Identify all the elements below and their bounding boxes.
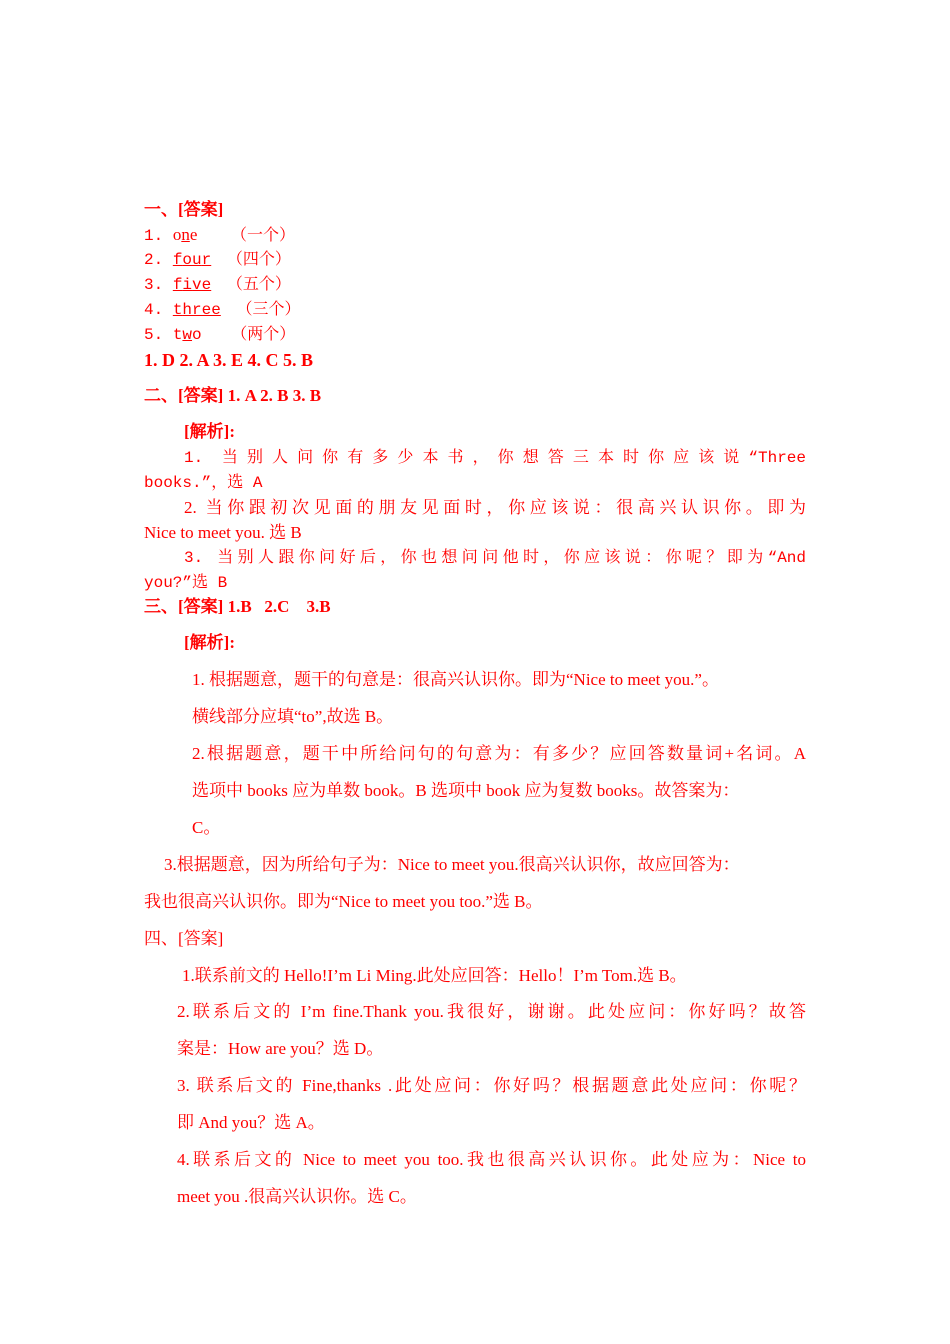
section3-item3-line2: 我也很高兴认识你。即为“Nice to meet you too.”选 B。 <box>144 892 543 911</box>
section3-item1-line1: 1. 根据题意，题干的句意是：很高兴认识你。即为“Nice to meet you.”。 <box>192 670 719 689</box>
word-row-5: 5. two （两个） <box>144 326 296 344</box>
section4-item2-line2: 案是：How are you？选 D。 <box>177 1039 384 1058</box>
section4-item4-line1: 4.联系后文的 Nice to meet you too.我也很高兴认识你。此处应为：Nice to <box>177 1150 806 1169</box>
word-gloss: （三个） <box>236 301 301 319</box>
section3-analysis-label: [解析]: <box>184 633 235 652</box>
word-row-4: 4. three （三个） <box>144 301 301 319</box>
word-num: 5. <box>144 326 164 344</box>
section3-answers: 1.B 2.C 3.B <box>227 597 331 616</box>
section2-item1-line2: books.”，选 A <box>144 474 263 492</box>
section4-item3-line2: 即 And you？选 A。 <box>177 1113 325 1132</box>
section2-item1-line1: 1. 当别人问你有多少本书，你想答三本时你应该说“Three <box>184 449 806 467</box>
word-gloss: （四个） <box>226 251 291 269</box>
section3-item1-line2: 横线部分应填“to”,故选 B。 <box>192 707 394 726</box>
section1-heading: 一、[答案] <box>144 200 224 219</box>
section3-item2-line2: 选项中 books 应为单数 book。B 选项中 book 应为复数 books。故答案为： <box>192 781 740 800</box>
section1-answers: 1. D 2. A 3. E 4. C 5. B <box>144 350 314 370</box>
word-row-1: 1. one （一个） <box>144 225 295 245</box>
word-num: 1. <box>144 227 164 245</box>
section3-item2-line3: C。 <box>192 818 221 837</box>
word-num: 3. <box>144 276 164 294</box>
section4-item3-line1: 3. 联系后文的 Fine,thanks .此处应问：你好吗？根据题意此处应问：你呢？ <box>177 1076 806 1095</box>
section4-item2-line1: 2.联系后文的 I’m fine.Thank you.我很好，谢谢。此处应问：你好吗？故答 <box>177 1002 806 1021</box>
word-row-3: 3. five （五个） <box>144 276 291 294</box>
section2-item3-line2: you?”选 B <box>144 574 228 592</box>
section2-item2-line2: Nice to meet you. 选 B <box>144 523 302 542</box>
section2-analysis-label: [解析]: <box>184 422 235 441</box>
word-num: 2. <box>144 251 164 269</box>
section2-heading: 二、[答案] <box>144 386 224 405</box>
section4-heading: 四、[答案] <box>144 929 224 948</box>
section4-item4-line2: meet you .很高兴认识你。选 C。 <box>177 1187 417 1206</box>
section3-heading: 三、[答案] <box>144 597 224 616</box>
section3-heading-line <box>144 596 331 618</box>
section2-item2-line1: 2. 当你跟初次见面的朋友见面时，你应该说：很高兴认识你。即为 <box>184 498 806 517</box>
section2-item3-line1: 3. 当别人跟你问好后，你也想问问他时，你应该说：你呢？即为“And <box>184 549 806 567</box>
word-gloss: （一个） <box>230 227 295 245</box>
word-gloss: （五个） <box>226 276 291 294</box>
word-gloss: （两个） <box>231 326 296 344</box>
section4-item1: 1.联系前文的 Hello!I’m Li Ming.此处应回答：Hello！I’m Tom.选 B。 <box>182 966 687 985</box>
section2-heading-line <box>144 385 321 407</box>
section3-item2-line1: 2.根据题意，题干中所给问句的句意为：有多少？应回答数量词+名词。A <box>192 744 806 763</box>
section3-item3-line1: 3.根据题意，因为所给句子为：Nice to meet you.很高兴认识你，故应回答为： <box>164 855 740 874</box>
section2-answers: 1. A 2. B 3. B <box>227 386 322 405</box>
word-num: 4. <box>144 301 164 319</box>
word-row-2: 2. four （四个） <box>144 251 291 269</box>
